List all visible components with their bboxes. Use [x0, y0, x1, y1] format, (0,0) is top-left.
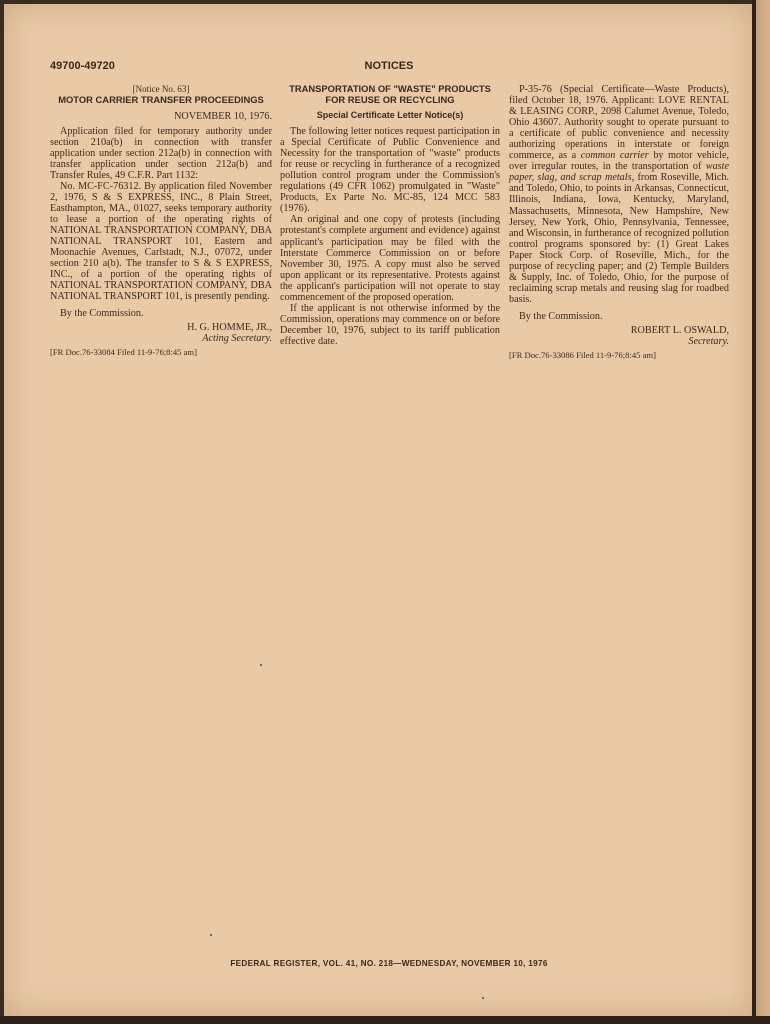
signer-title: Secretary. [688, 336, 729, 348]
column-2 [280, 84, 500, 347]
section-heading: NOTICES [364, 60, 414, 72]
paragraph: Application filed for temporary authority under section 210a(b) in connection with transfer application under section 212a(b) in connection with transfer application under section 212a(b) and Transfer Rules, 49 C.F.R. Part 1132: [50, 125, 272, 181]
signer-name: H. G. HOMME, JR., [187, 322, 272, 334]
paragraph: An original and one copy of protests (including protestant's complete argument and evidence) against applicant's participation may be filed with the Interstate Commerce Commission on or before November 30, 1975. A copy must also be served upon applicant or its representative. Protests against the applicant's participation will not operate to stay commencement of the proposed operation. [280, 214, 500, 303]
fr-doc-line: [FR Doc.76-33084 Filed 11-9-76;8:45 am] [50, 347, 197, 358]
text-run: , from Roseville, Mich. and Toledo, Ohio, to points in Arkansas, Connecticut, Illinois, Indiana, Iowa, Kentucky, Maryland, Massachusetts, Minnesota, New Hampshire, New Jersey, New York, Ohio, Pennsylvania, Tennessee, and Wisconsin, in furtherance of recognized pollution control programs sponsored by: (1) Great Lakes Paper Stock Corp. of Roseville, Mich., for the purpose of recycling paper; and (2) Temple Builders & Supply, Inc. of Toledo, Ohio, for the purpose of reclaiming scrap metals and reusing slag for roadbed basis. [509, 172, 729, 305]
notice-title: MOTOR CARRIER TRANSFER PROCEEDINGS [58, 94, 264, 106]
notice-date: NOVEMBER 10, 1976. [174, 110, 272, 122]
notice-subtitle: Special Certificate Letter Notice(s) [316, 110, 464, 120]
column-1 [50, 84, 272, 359]
paper-speck [210, 934, 212, 936]
signer-title: Acting Secretary. [202, 333, 272, 345]
text-run: by motor vehicle, over irregular routes, in the transportation of [509, 150, 730, 173]
paragraph: If the applicant is not otherwise informed by the Commission, operations may commence on or before December 10, 1976, subject to its tariff publication effective date. [280, 302, 500, 347]
notice-number: [Notice No. 63] [132, 84, 190, 94]
paragraph [509, 84, 729, 305]
page-edge [752, 0, 770, 1024]
byline: By the Commission. [519, 310, 603, 322]
notice-title: TRANSPORTATION OF "WASTE" PRODUCTS FOR REUSE OR RECYCLING [289, 83, 491, 105]
document-page [4, 4, 752, 1016]
fr-doc-line: [FR Doc.76-33086 Filed 11-9-76;8:45 am] [509, 350, 656, 361]
column-3 [509, 84, 729, 361]
paragraph: The following letter notices request participation in a Special Certificate of Public Convenience and Necessity for the transportation of "waste" products for reuse or recycling in furtherance of a recognized pollution control program under the Commission's regulations (49 CFR 1062) promulgated in "Waste" Products, Ex Parte No. MC-85, 124 MCC 583 (1976). [280, 126, 500, 215]
page-edge [0, 1016, 770, 1024]
paper-speck [482, 997, 484, 999]
italic-run: common carrier [580, 150, 649, 162]
byline: By the Commission. [60, 308, 144, 320]
page-footer: FEDERAL REGISTER, VOL. 41, NO. 218—WEDNESDAY, NOVEMBER 10, 1976 [230, 959, 548, 968]
paragraph: No. MC-FC-76312. By application filed November 2, 1976, S & S EXPRESS, INC., 8 Plain Street, Easthampton, MA., 01027, seeks temporary authority to lease a portion of the operating rights of NATIONAL TRANSPORTATION COMPANY, DBA NATIONAL TRANSPORT 101, Eastern and Moonachie Avenues, Carlstadt, N.J., 07072, under section 210 a(b). The transfer to S & S EXPRESS, INC., of a portion of the operating rights of NATIONAL TRANSPORTATION COMPANY, DBA NATIONAL TRANSPORT 101, is presently pending. [50, 180, 272, 303]
paper-speck [260, 664, 262, 666]
page-number: 49700-49720 [50, 60, 115, 72]
italic-run: waste paper, slag, and scrap metals [509, 161, 729, 184]
text-run: P-35-76 (Special Certificate—Waste Products), filed October 18, 1976. Applicant: LOVE RENTAL & LEASING CORP., 2098 Calumet Avenue, Toledo, Ohio 43607. Authority sought to operate pursuant to a certificate of public convenience and necessity authorizing operations in interstate or foreign commerce, as a [509, 84, 729, 162]
signer-name: ROBERT L. OSWALD, [630, 324, 729, 336]
